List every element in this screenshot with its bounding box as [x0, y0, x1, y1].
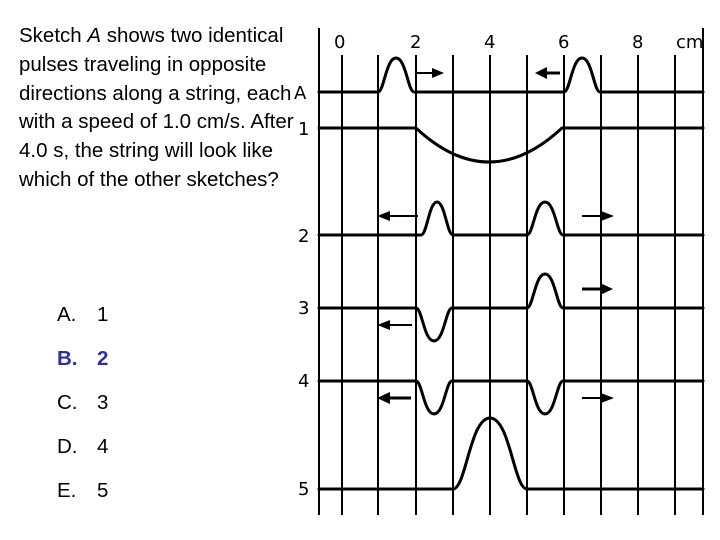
sketch-label-5: 5	[298, 479, 310, 500]
arrow-left-icon	[377, 211, 418, 221]
sketch-label-4: 4	[298, 371, 310, 392]
arrow-left-icon	[377, 392, 411, 404]
string-sketch-5	[319, 418, 703, 489]
choice-letter: B.	[57, 347, 78, 370]
choice-text: 1	[97, 303, 109, 326]
axis-tick-4: 4	[484, 32, 496, 53]
choice-a[interactable]	[57, 300, 108, 344]
choice-c[interactable]	[57, 388, 108, 432]
choice-letter: A.	[57, 303, 77, 326]
string-traces	[319, 58, 703, 489]
axis-tick-0: 0	[334, 32, 346, 53]
string-sketch-3	[319, 274, 703, 341]
question-sketch-name: A	[87, 24, 102, 47]
axis-tick-8: 8	[632, 32, 644, 53]
string-sketch-a	[319, 58, 703, 92]
axis-unit: cm	[676, 32, 704, 53]
question-body: shows two identical pulses traveling in opposite directions along a string, each with a speed of 1.0 cm/s. After 4.0 s, the string will look like which of the other sketches?	[19, 24, 294, 191]
sketch-label-3: 3	[298, 298, 310, 319]
string-sketch-4	[319, 381, 703, 414]
choice-letter: D.	[57, 435, 78, 458]
choice-e[interactable]	[57, 476, 108, 520]
arrow-right-icon	[582, 283, 613, 295]
sketch-label-1: 1	[298, 119, 310, 140]
axis-tick-2: 2	[410, 32, 422, 53]
choice-letter: E.	[57, 479, 77, 502]
choice-letter: C.	[57, 391, 78, 414]
choice-text: 2	[97, 347, 109, 370]
arrow-left-icon	[535, 67, 560, 79]
choice-d[interactable]	[57, 432, 108, 476]
sketch-label-2: 2	[298, 226, 310, 247]
arrow-right-icon	[582, 211, 614, 221]
pulse-sketches-figure	[290, 20, 715, 520]
axis-labels	[334, 32, 703, 53]
answer-choices	[57, 300, 108, 520]
arrow-right-icon	[582, 393, 614, 403]
arrow-left-icon	[377, 320, 412, 330]
string-sketch-2	[319, 202, 703, 235]
choice-text: 3	[97, 391, 109, 414]
grid-lines	[319, 28, 703, 515]
axis-tick-6: 6	[558, 32, 570, 53]
question-prefix: Sketch	[19, 24, 88, 47]
sketch-label-a: A	[294, 83, 307, 104]
sketch-labels	[294, 83, 309, 500]
string-sketch-1	[319, 128, 703, 162]
question-text	[19, 22, 304, 195]
choice-text: 4	[97, 435, 109, 458]
choice-text: 5	[97, 479, 109, 502]
arrow-right-icon	[416, 68, 444, 78]
choice-b[interactable]	[57, 344, 108, 388]
